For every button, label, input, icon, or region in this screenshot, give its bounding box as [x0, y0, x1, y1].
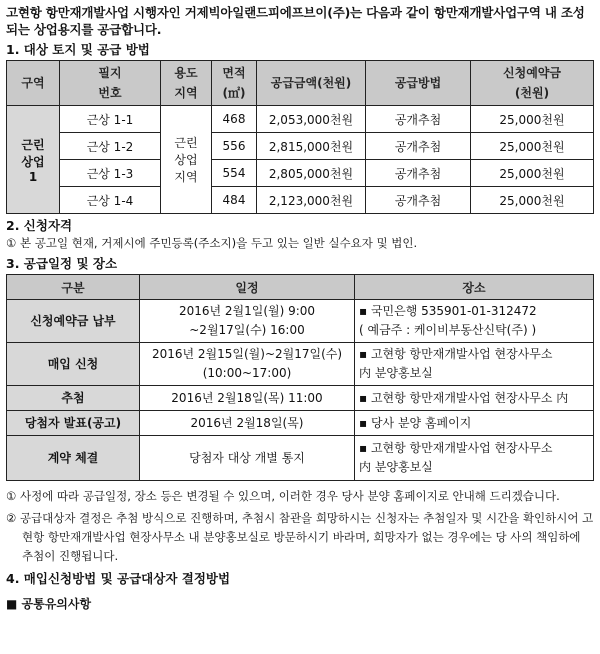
schedule-label: 매입 신청 [7, 343, 140, 386]
schedule-date: 2016년 2월18일(목) [140, 411, 355, 436]
area-cell: 468 [212, 106, 257, 133]
header-lot: 필지 번호 [60, 61, 161, 106]
section-3-title: 3. 공급일정 및 장소 [6, 256, 118, 271]
zone-cell: 근린 상업 1 [7, 106, 60, 214]
area-cell: 554 [212, 160, 257, 187]
method-cell: 공개추첨 [366, 187, 471, 214]
schedule-date: 2016년 2월18일(목) 11:00 [140, 386, 355, 411]
schedule-row [7, 386, 594, 411]
header-zone: 구역 [7, 61, 60, 106]
price-cell: 2,053,000천원 [257, 106, 366, 133]
lot-cell: 근상 1-3 [60, 160, 161, 187]
header-place: 장소 [355, 275, 594, 300]
header-schedule: 일정 [140, 275, 355, 300]
schedule-header-row [7, 275, 594, 300]
common-notes-heading: ■ 공통유의사항 [6, 597, 92, 611]
deposit-cell: 25,000천원 [471, 106, 594, 133]
schedule-row [7, 300, 594, 343]
price-cell: 2,815,000천원 [257, 133, 366, 160]
schedule-place: ▪ 고현항 항만재개발사업 현장사무소 内 분양홍보실 [355, 343, 594, 386]
lot-cell: 근상 1-1 [60, 106, 161, 133]
header-method: 공급방법 [366, 61, 471, 106]
use-cell: 근린 상업 지역 [161, 106, 212, 214]
schedule-table [6, 274, 594, 481]
schedule-place: ▪ 국민은행 535901-01-312472 ( 예금주 : 케이비부동산신탁(주) ) [355, 300, 594, 343]
method-cell: 공개추첨 [366, 160, 471, 187]
schedule-place: ▪ 고현항 항만재개발사업 현장사무소 内 분양홍보실 [355, 436, 594, 481]
schedule-label: 신청예약금 납부 [7, 300, 140, 343]
price-cell: 2,123,000천원 [257, 187, 366, 214]
header-price: 공급금액(천원) [257, 61, 366, 106]
price-cell: 2,805,000천원 [257, 160, 366, 187]
schedule-place: ▪ 당사 분양 홈페이지 [355, 411, 594, 436]
section-1-title: 1. 대상 토지 및 공급 방법 [6, 42, 150, 57]
schedule-date: 2016년 2월15일(월)~2월17일(수) (10:00~17:00) [140, 343, 355, 386]
schedule-label: 추첨 [7, 386, 140, 411]
section-4-title: 4. 매입신청방법 및 공급대상자 결정방법 [6, 571, 231, 586]
area-cell: 556 [212, 133, 257, 160]
schedule-place: ▪ 고현항 항만재개발사업 현장사무소 内 [355, 386, 594, 411]
lot-cell: 근상 1-2 [60, 133, 161, 160]
area-cell: 484 [212, 187, 257, 214]
header-deposit: 신청예약금 (천원) [471, 61, 594, 106]
lot-cell: 근상 1-4 [60, 187, 161, 214]
schedule-row [7, 411, 594, 436]
table-row [7, 106, 594, 133]
header-category: 구분 [7, 275, 140, 300]
deposit-cell: 25,000천원 [471, 160, 594, 187]
method-cell: 공개추첨 [366, 133, 471, 160]
land-supply-table [6, 60, 594, 214]
schedule-label: 계약 체결 [7, 436, 140, 481]
table-row [7, 187, 594, 214]
schedule-label: 당첨자 발표(공고) [7, 411, 140, 436]
deposit-cell: 25,000천원 [471, 133, 594, 160]
schedule-row [7, 436, 594, 481]
header-use: 용도 지역 [161, 61, 212, 106]
table-row [7, 160, 594, 187]
header-area: 면적 (㎡) [212, 61, 257, 106]
method-cell: 공개추첨 [366, 106, 471, 133]
intro-text: 고현항 항만재개발사업 시행자인 거제빅아일랜드피에프브이(주)는 다음과 같이 항만재개발사업구역 내 조성되는 상업용지를 공급합니다. [6, 5, 585, 37]
note-item: ② 공급대상자 결정은 추첨 방식으로 진행하며, 추첨시 참관을 희망하시는 신청자는 추첨일자 및 시간을 확인하시어 고현항 항만재개발사업 현장사무소 내 분양홍보실로 방문하시기 바라며, 희망자가 없는 경우에는 당 사의 책임하에 추첨이 진행됩니다. [6, 511, 594, 563]
schedule-row [7, 343, 594, 386]
eligibility-note: ① 본 공고일 현재, 거제시에 주민등록(주소지)을 두고 있는 일반 실수요자 및 법인. [6, 236, 418, 250]
schedule-date: 당첨자 대상 개별 통지 [140, 436, 355, 481]
table-header-row [7, 61, 594, 106]
deposit-cell: 25,000천원 [471, 187, 594, 214]
schedule-date: 2016년 2월1일(월) 9:00 ~2월17일(수) 16:00 [140, 300, 355, 343]
schedule-notes [6, 487, 594, 566]
notice-page [0, 4, 600, 654]
note-item: ① 사정에 따라 공급일정, 장소 등은 변경될 수 있으며, 이러한 경우 당사 분양 홈페이지로 안내해 드리겠습니다. [6, 489, 560, 503]
table-row [7, 133, 594, 160]
section-2-title: 2. 신청자격 [6, 218, 73, 233]
